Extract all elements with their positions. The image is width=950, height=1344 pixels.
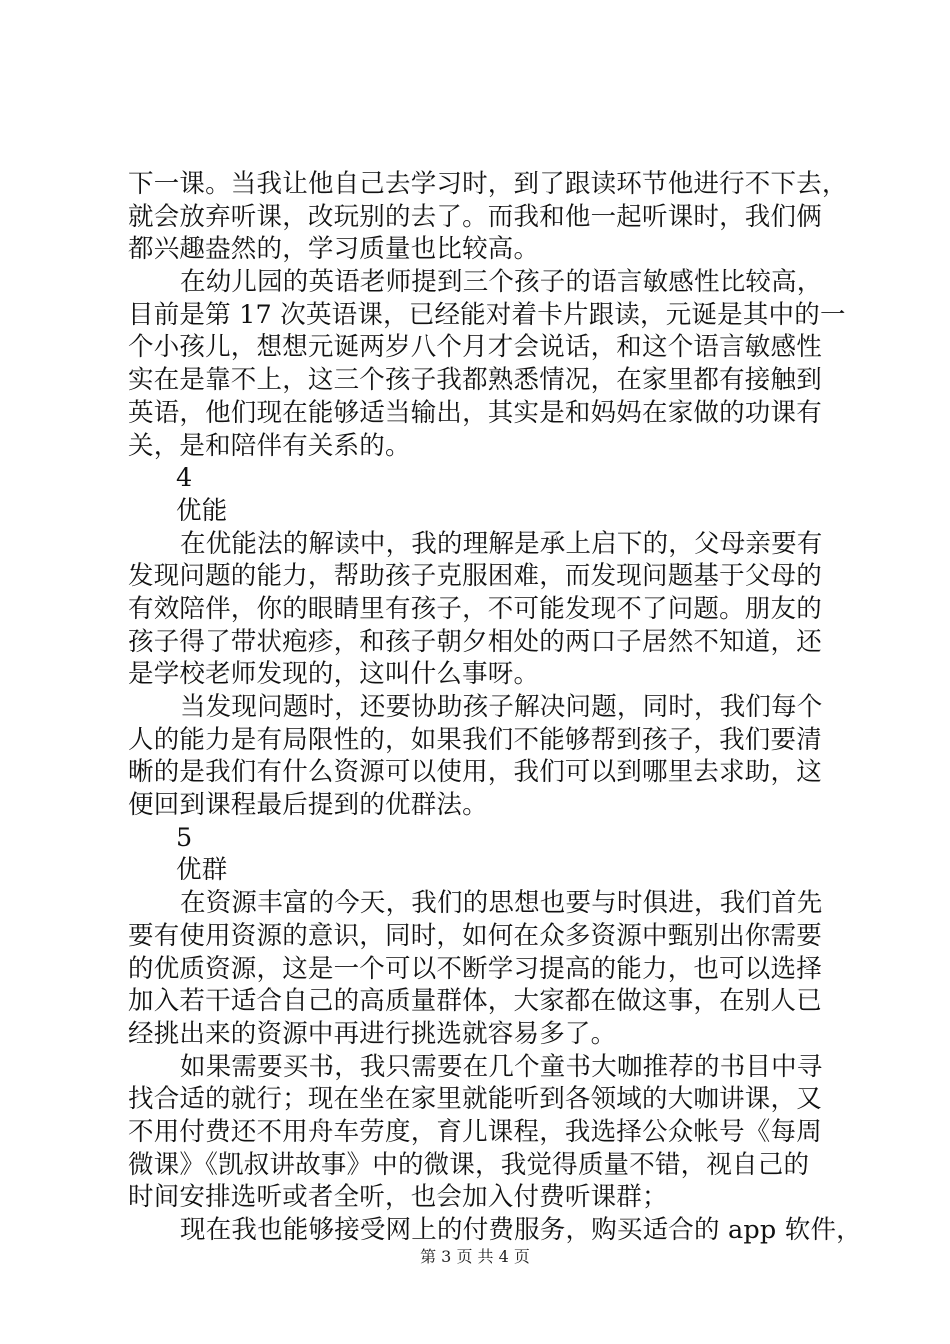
text-line: 找合适的就行；现在坐在家里就能听到各领域的大咖讲课，又	[128, 1084, 822, 1115]
text-line: 是学校老师发现的，这叫什么事呀。	[128, 659, 540, 690]
text-line: 英语，他们现在能够适当输出，其实是和妈妈在家做的功课有	[128, 397, 822, 428]
paragraph-start-line: 在优能法的解读中，我的理解是承上启下的，父母亲要有	[180, 528, 823, 559]
paragraph-start-line: 在幼儿园的英语老师提到三个孩子的语言敏感性比较高，	[180, 267, 823, 298]
text-line: 下一课。当我让他自己去学习时，到了跟读环节他进行不下去，	[128, 169, 848, 199]
text-line: 的优质资源，这是一个可以不断学习提高的能力，也可以选择	[128, 953, 822, 984]
paragraph-start-line: 在资源丰富的今天，我们的思想也要与时俱进，我们首先	[180, 888, 823, 919]
text-line: 有效陪伴，你的眼睛里有孩子，不可能发现不了问题。朋友的	[128, 593, 822, 624]
text-line: 就会放弃听课，改玩别的去了。而我和他一起听课时，我们俩	[128, 201, 822, 232]
text-line: 人的能力是有局限性的，如果我们不能够帮到孩子，我们要清	[128, 724, 822, 755]
section-title: 优能	[176, 495, 228, 526]
text-line: 个小孩儿，想想元诞两岁八个月才会说话，和这个语言敏感性	[128, 332, 822, 363]
text-line: 孩子得了带状疱疹，和孩子朝夕相处的两口子居然不知道，还	[128, 626, 822, 657]
paragraph-start-line: 当发现问题时，还要协助孩子解决问题，同时，我们每个	[180, 692, 823, 722]
text-line: 经挑出来的资源中再进行挑选就容易多了。	[128, 1018, 617, 1049]
section-title: 优群	[176, 855, 228, 886]
text-line: 晰的是我们有什么资源可以使用，我们可以到哪里去求助，这	[128, 757, 822, 788]
document-body	[128, 168, 862, 1247]
text-line: 加入若干适合自己的高质量群体，大家都在做这事，在别人已	[128, 986, 822, 1017]
paragraph-start-line: 如果需要买书，我只需要在几个童书大咖推荐的书目中寻	[180, 1051, 823, 1082]
text-line: 不用付费还不用舟车劳度，育儿课程，我选择公众帐号《每周	[128, 1116, 822, 1147]
text-line: 关，是和陪伴有关系的。	[128, 430, 411, 461]
paragraph-start-line: 现在我也能够接受网上的付费服务，购买适合的 app 软件，	[180, 1215, 862, 1245]
text-line: 发现问题的能力，帮助孩子克服困难，而发现问题基于父母的	[128, 561, 822, 592]
text-line: 便回到课程最后提到的优群法。	[128, 790, 488, 821]
text-line: 都兴趣盎然的，学习质量也比较高。	[128, 234, 540, 265]
text-line: 微课》《凯叔讲故事》中的微课，我觉得质量不错，视自己的	[128, 1149, 810, 1180]
text-line: 时间安排选听或者全听，也会加入付费听课群；	[128, 1182, 668, 1213]
text-line: 实在是靠不上，这三个孩子我都熟悉情况，在家里都有接触到	[128, 365, 822, 396]
section-number: 4	[176, 463, 193, 494]
section-number: 5	[176, 822, 193, 853]
text-line: 要有使用资源的意识，同时，如何在众多资源中甄别出你需要	[128, 920, 822, 951]
page-footer: 第 3 页 共 4 页	[420, 1247, 530, 1266]
text-line: 目前是第 17 次英语课，已经能对着卡片跟读，元诞是其中的一	[128, 299, 846, 330]
